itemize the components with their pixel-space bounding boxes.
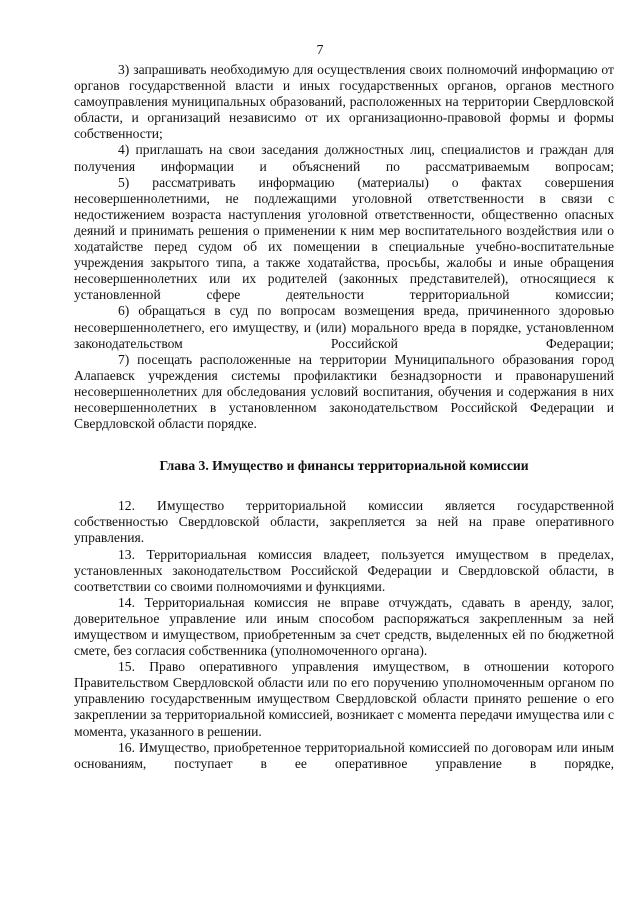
paragraph-item-3: 3) запрашивать необходимую для осуществления своих полномочий информацию от органов государственной власти и иных государственных органов, органов местного самоуправления муниципальных образований, расположенных на территории Свердловской области, и организаций независимо от их организационно-правовой формы и формы собственности; [74, 62, 614, 142]
paragraph-item-4: 4) приглашать на свои заседания должностных лиц, специалистов и граждан для получения информации и объяснений по рассматриваемым вопросам; [74, 142, 614, 174]
paragraph-15: 15. Право оперативного управления имуществом, в отношении которого Правительством Свердловской области или по его поручению уполномоченным органом по управлению государственным имуществом Свердловской области принято решение о его закреплении за территориальной комиссией, возникает с момента передачи имущества или с момента, указанного в решении. [74, 659, 614, 739]
chapter-heading: Глава 3. Имущество и финансы территориальной комиссии [159, 458, 529, 474]
paragraph-item-7: 7) посещать расположенные на территории Муниципального образования город Алапаевск учреждения системы профилактики безнадзорности и правонарушений несовершеннолетних для обследования условий воспитания, обучения и содержания в них несовершеннолетних в установленном законодательством Российской Федерации и Свердловской области порядке. [74, 351, 614, 432]
document-body [74, 62, 614, 772]
paragraph-14: 14. Территориальная комиссия не вправе отчуждать, сдавать в аренду, залог, доверительное управление или иным способом распоряжаться закрепленным за ней имуществом и имуществом, приобретенным за счет средств, выделенных ей по бюджетной смете, без согласия собственника (уполномоченного органа). [74, 594, 614, 659]
paragraph-13: 13. Территориальная комиссия владеет, пользуется имуществом в пределах, установленных законодательством Российской Федерации и Свердловской области, в соответствии со своими полномочиями и функциями. [74, 546, 614, 594]
paragraph-12: 12. Имущество территориальной комиссии является государственной собственностью Свердловской области, закрепляется за ней на праве оперативного управления. [74, 498, 614, 546]
page-number: 7 [316, 42, 324, 57]
paragraph-item-5: 5) рассматривать информацию (материалы) о фактах совершения несовершеннолетними, не подлежащими уголовной ответственности в связи с недостижением возраста наступления уголовной ответственности, общественно опасных деяний и принимать решения о применении к ним мер воспитательного воздействия или о ходатайстве перед судом об их помещении в специальные учебно-воспитательные учреждения закрытого типа, а также ходатайства, просьбы, жалобы и иные обращения несовершеннолетних или их родителей (законных представителей), относящиеся к установленной сфере деятельности территориальной комиссии; [74, 174, 614, 303]
paragraph-16: 16. Имущество, приобретенное территориальной комиссией по договорам или иным основаниям, поступает в ее оперативное управление в порядке, [74, 739, 614, 771]
paragraph-item-6: 6) обращаться в суд по вопросам возмещения вреда, причиненного здоровью несовершеннолетнего, его имуществу, и (или) морального вреда в порядке, установленном законодательством Российской Федерации; [74, 303, 614, 351]
